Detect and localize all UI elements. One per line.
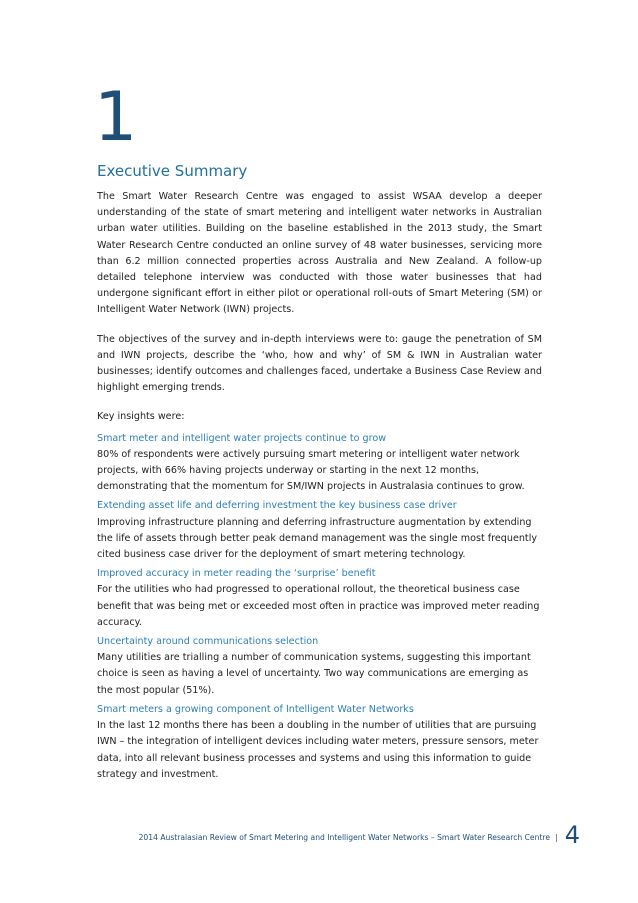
page-number: 4 — [564, 821, 580, 849]
insight-heading: Smart meter and intelligent water projects continue to grow — [97, 432, 387, 444]
insight-item — [97, 634, 542, 699]
insight-item — [97, 702, 542, 783]
insight-heading: Improved accuracy in meter reading the ‘surprise’ benefit — [97, 568, 376, 580]
page-footer — [115, 818, 580, 849]
section-title: Executive Summary — [97, 162, 248, 180]
insight-item — [97, 498, 542, 563]
footer-separator: | — [555, 833, 558, 842]
key-insights-label: Key insights were: — [97, 411, 185, 423]
objectives-paragraph: The objectives of the survey and in-depth interviews were to: gauge the penetration of SM and IWN projects, describe the ‘who, how and why’ of SM & IWN in Australian water businesses; identify outcomes and challenges faced, undertake a Business Case Review and highlight emerging trends. — [97, 333, 542, 394]
insight-body: 80% of respondents were actively pursuing smart metering or intelligent water network projects, with 66% having projects underway or starting in the next 12 months, demonstrating that the momentum for SM/IWN projects in Australasia continues to grow. — [97, 448, 525, 493]
intro-paragraph: The Smart Water Research Centre was engaged to assist WSAA develop a deeper understanding of the state of smart metering and intelligent water networks in Australian urban water utilities. Building on the baseline established in the 2013 study, the Smart Water Research Centre conducted an online survey of 48 water businesses, servicing more than 6.2 million connected properties across Australia and New Zealand. A follow-up detailed telephone interview was conducted with those water businesses that had undergone significant effort in either pilot or operational roll-outs of Smart Metering (SM) or Intelligent Water Network (IWN) projects. — [97, 191, 542, 316]
chapter-number: 1 — [94, 78, 138, 157]
insight-heading: Smart meters a growing component of Intelligent Water Networks — [97, 703, 414, 715]
insight-item — [97, 431, 542, 496]
document-body — [97, 189, 542, 786]
insight-heading: Extending asset life and deferring investment the key business case driver — [97, 500, 457, 512]
insight-body: For the utilities who had progressed to operational rollout, the theoretical business case benefit that was being met or exceeded most often in practice was improved meter reading accuracy. — [97, 584, 540, 628]
insight-heading: Uncertainty around communications selection — [97, 636, 319, 648]
insight-body: In the last 12 months there has been a doubling in the number of utilities that are pursuing IWN – the integration of intelligent devices including water meters, pressure sensors, meter data, into all relevant business processes and systems and using this information to guide strategy and investment. — [97, 720, 539, 780]
insight-body: Many utilities are trialling a number of communication systems, suggesting this important choice is seen as having a level of uncertainty. Two way communications are emerging as the most popular (51%). — [97, 652, 531, 696]
footer-title: 2014 Australasian Review of Smart Metering and Intelligent Water Networks – Smart Water Research Centre — [138, 833, 550, 842]
insight-body: Improving infrastructure planning and deferring infrastructure augmentation by extending the life of assets through better peak demand management was the single most frequently cited business case driver for the deployment of smart metering technology. — [97, 516, 538, 561]
insight-item — [97, 566, 542, 631]
